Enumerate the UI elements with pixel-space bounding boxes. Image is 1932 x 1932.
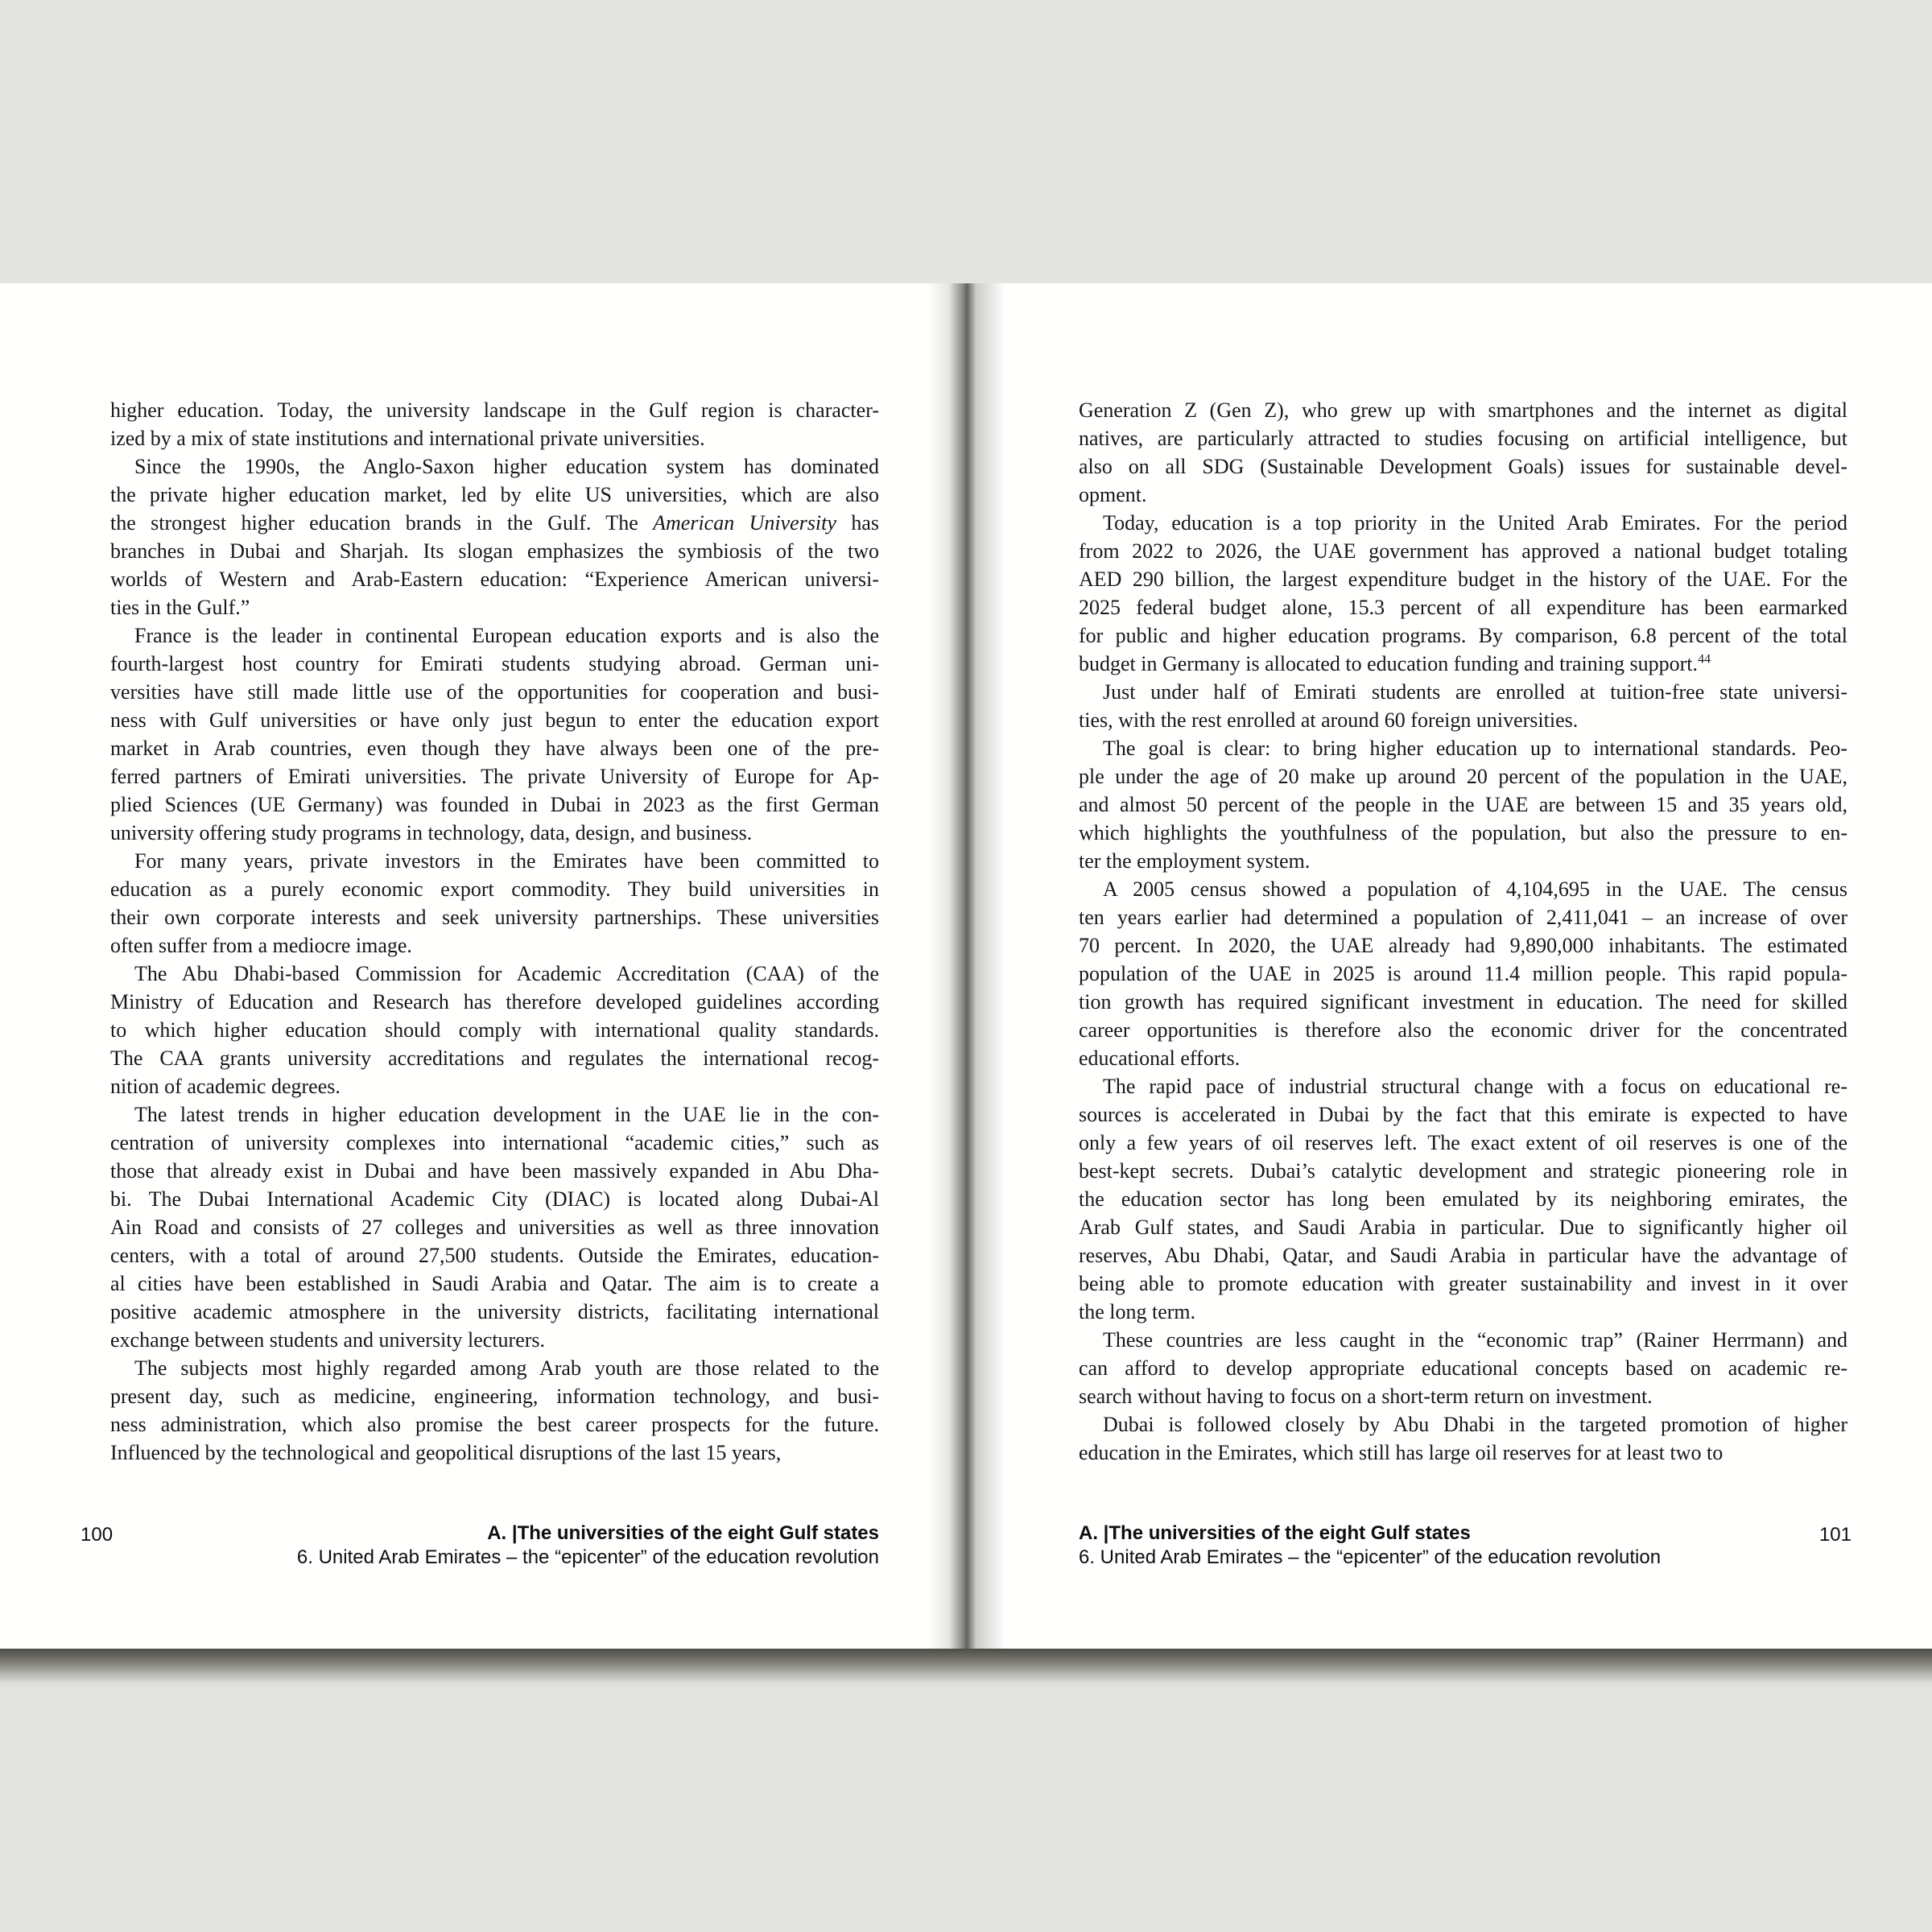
text-line: often suffer from a mediocre image. <box>110 934 412 957</box>
text-line: present day, such as medicine, engineering, information technology, and busi- <box>110 1385 879 1408</box>
text-line: for public and higher education programs. By comparison, 6.8 percent of the total <box>1079 624 1847 647</box>
text-line: and almost 50 percent of the people in the UAE are between 15 and 35 years old, <box>1079 793 1847 816</box>
text-line: Dubai is followed closely by Abu Dhabi in the targeted promotion of higher <box>1103 1413 1847 1436</box>
footer-chapter-title: 6. United Arab Emirates – the “epicenter” of the education revolution <box>1079 1546 1662 1568</box>
text-line: ter the employment system. <box>1079 849 1311 873</box>
text-line: search without having to focus on a short-term return on investment. <box>1079 1385 1653 1408</box>
text-line: from 2022 to 2026, the UAE government has approved a national budget totaling <box>1079 539 1847 563</box>
paragraph <box>1079 509 1847 678</box>
gutter-shadow <box>927 283 1005 1649</box>
text-line: branches in Dubai and Sharjah. Its slogan emphasizes the symbiosis of the two <box>110 539 879 563</box>
text-line: ties, with the rest enrolled at around 60 foreign universities. <box>1079 708 1579 732</box>
text-line: ferred partners of Emirati universities. The private University of Europe for Ap- <box>110 765 879 788</box>
paragraph <box>1079 396 1847 509</box>
text-line: centers, with a total of around 27,500 students. Outside the Emirates, education- <box>110 1244 879 1267</box>
text-line: The goal is clear: to bring higher education up to international standards. Peo- <box>1103 737 1847 760</box>
paragraph <box>1079 734 1847 875</box>
text-line: AED 290 billion, the largest expenditure budget in the history of the UAE. For the <box>1079 568 1847 591</box>
text-line: Just under half of Emirati students are enrolled at tuition-free state universi- <box>1103 680 1847 704</box>
text-line: exchange between students and university lecturers. <box>110 1328 546 1352</box>
paragraph <box>1079 1326 1847 1410</box>
text-line: ness with Gulf universities or have only just begun to enter the education export <box>110 708 879 732</box>
text-line: The CAA grants university accreditations and regulates the international recog- <box>110 1046 879 1070</box>
text-line: Today, education is a top priority in the United Arab Emirates. For the period <box>1103 511 1847 535</box>
text-line: The subjects most highly regarded among Arab youth are those related to the <box>134 1356 879 1380</box>
text-line: best-kept secrets. Dubai’s catalytic development and strategic pioneering role in <box>1079 1159 1847 1183</box>
right-page-text-column <box>1079 396 1847 1467</box>
page-number-left: 100 <box>80 1524 114 1546</box>
text-line: The rapid pace of industrial structural change with a focus on educational re- <box>1103 1075 1847 1098</box>
left-page-text-column <box>110 396 879 1467</box>
text-line: being able to promote education with greater sustainability and invest in it over <box>1079 1272 1847 1295</box>
text-line: the long term. <box>1079 1300 1196 1323</box>
page-bottom-shadow <box>0 1649 1932 1689</box>
text-line: 70 percent. In 2020, the UAE already had 9,890,000 inhabitants. The estimated <box>1079 934 1847 957</box>
text-line: ple under the age of 20 make up around 20 percent of the population in the UAE, <box>1079 765 1847 788</box>
text-line: can afford to develop appropriate educational concepts based on academic re- <box>1079 1356 1847 1380</box>
text-line: 2025 federal budget alone, 15.3 percent of all expenditure has been earmarked <box>1079 596 1847 619</box>
text-line: The Abu Dhabi-based Commission for Academic Accreditation (CAA) of the <box>134 962 879 985</box>
text-line: France is the leader in continental European education exports and is also the <box>134 624 879 647</box>
text-line: bi. The Dubai International Academic City (DIAC) is located along Dubai-Al <box>110 1187 879 1211</box>
left-page-footer <box>110 1521 879 1570</box>
text-line: the strongest higher education brands in the Gulf. The American University has <box>110 511 879 535</box>
paragraph <box>110 452 879 621</box>
text-line: versities have still made little use of the opportunities for cooperation and busi- <box>110 680 879 704</box>
text-line: Generation Z (Gen Z), who grew up with smartphones and the internet as digital <box>1079 398 1847 422</box>
page-number-right: 101 <box>1818 1524 1852 1546</box>
text-line: education in the Emirates, which still has large oil reserves for at least two to <box>1079 1441 1724 1464</box>
text-line: their own corporate interests and seek university partnerships. These universities <box>110 906 879 929</box>
text-line: These countries are less caught in the “economic trap” (Rainer Herrmann) and <box>1103 1328 1847 1352</box>
paragraph <box>110 396 879 452</box>
paragraph <box>110 621 879 847</box>
text-line: The latest trends in higher education development in the UAE lie in the con- <box>134 1103 879 1126</box>
paragraph <box>110 960 879 1100</box>
text-line: ties in the Gulf.” <box>110 596 250 619</box>
text-line: ized by a mix of state institutions and international private universities. <box>110 427 705 450</box>
footer-section-title: A. |The universities of the eight Gulf states <box>1079 1522 1471 1544</box>
text-line: Arab Gulf states, and Saudi Arabia in particular. Due to significantly higher oil <box>1079 1216 1847 1239</box>
text-line: population of the UAE in 2025 is around 11.4 million people. This rapid popula- <box>1079 962 1847 985</box>
paragraph <box>110 1354 879 1467</box>
text-line: which highlights the youthfulness of the population, but also the pressure to en- <box>1079 821 1847 844</box>
text-line: market in Arab countries, even though they have always been one of the pre- <box>110 737 879 760</box>
paragraph <box>110 847 879 960</box>
text-line: tion growth has required significant investment in education. The need for skilled <box>1079 990 1847 1013</box>
text-line: worlds of Western and Arab-Eastern education: “Experience American universi- <box>110 568 879 591</box>
text-line: only a few years of oil reserves left. The exact extent of oil reserves is one of the <box>1079 1131 1847 1154</box>
text-line: Ministry of Education and Research has therefore developed guidelines according <box>110 990 879 1013</box>
text-line: career opportunities is therefore also the economic driver for the concentrated <box>1079 1018 1847 1042</box>
text-line: For many years, private investors in the Emirates have been committed to <box>134 849 879 873</box>
text-line: A 2005 census showed a population of 4,104,695 in the UAE. The census <box>1103 877 1847 901</box>
text-line: higher education. Today, the university landscape in the Gulf region is character- <box>110 398 879 422</box>
text-line: fourth-largest host country for Emirati students studying abroad. German uni- <box>110 652 879 675</box>
text-line: education as a purely economic export commodity. They build universities in <box>110 877 879 901</box>
footer-section-title: A. |The universities of the eight Gulf states <box>487 1522 879 1544</box>
text-line: sources is accelerated in Dubai by the fact that this emirate is expected to have <box>1079 1103 1847 1126</box>
text-line: ten years earlier had determined a population of 2,411,041 – an increase of over <box>1079 906 1847 929</box>
text-line: to which higher education should comply with international quality standards. <box>110 1018 879 1042</box>
text-line: ness administration, which also promise the best career prospects for the future. <box>110 1413 879 1436</box>
text-line: also on all SDG (Sustainable Development Goals) issues for sustainable devel- <box>1079 455 1847 478</box>
text-line: reserves, Abu Dhabi, Qatar, and Saudi Arabia in particular have the advantage of <box>1079 1244 1847 1267</box>
text-line: plied Sciences (UE Germany) was founded in Dubai in 2023 as the first German <box>110 793 879 816</box>
text-line: university offering study programs in technology, data, design, and business. <box>110 821 753 844</box>
text-line: Since the 1990s, the Anglo-Saxon higher education system has dominated <box>134 455 879 478</box>
text-line: natives, are particularly attracted to studies focusing on artificial intelligence, but <box>1079 427 1847 450</box>
text-line: Ain Road and consists of 27 colleges and universities as well as three innovation <box>110 1216 879 1239</box>
text-line: nition of academic degrees. <box>110 1075 341 1098</box>
paragraph <box>1079 1072 1847 1326</box>
text-line: educational efforts. <box>1079 1046 1241 1070</box>
text-line: those that already exist in Dubai and have been massively expanded in Abu Dha- <box>110 1159 879 1183</box>
text-line: opment. <box>1079 483 1147 506</box>
paragraph <box>1079 875 1847 1072</box>
paragraph <box>1079 678 1847 734</box>
paragraph <box>1079 1410 1847 1467</box>
text-line: positive academic atmosphere in the university districts, facilitating international <box>110 1300 879 1323</box>
text-line: the private higher education market, led by elite US universities, which are also <box>110 483 879 506</box>
text-line: the education sector has long been emulated by its neighboring emirates, the <box>1079 1187 1847 1211</box>
text-line: budget in Germany is allocated to education funding and training support.$^{44}$ <box>1079 652 1711 675</box>
text-line: centration of university complexes into international “academic cities,” such as <box>110 1131 879 1154</box>
footer-chapter-title: 6. United Arab Emirates – the “epicenter” of the education revolution <box>296 1546 879 1568</box>
text-line: al cities have been established in Saudi Arabia and Qatar. The aim is to create a <box>110 1272 879 1295</box>
paragraph <box>110 1100 879 1354</box>
text-line: Influenced by the technological and geopolitical disruptions of the last 15 years, <box>110 1441 782 1464</box>
right-page-footer <box>1079 1521 1847 1570</box>
